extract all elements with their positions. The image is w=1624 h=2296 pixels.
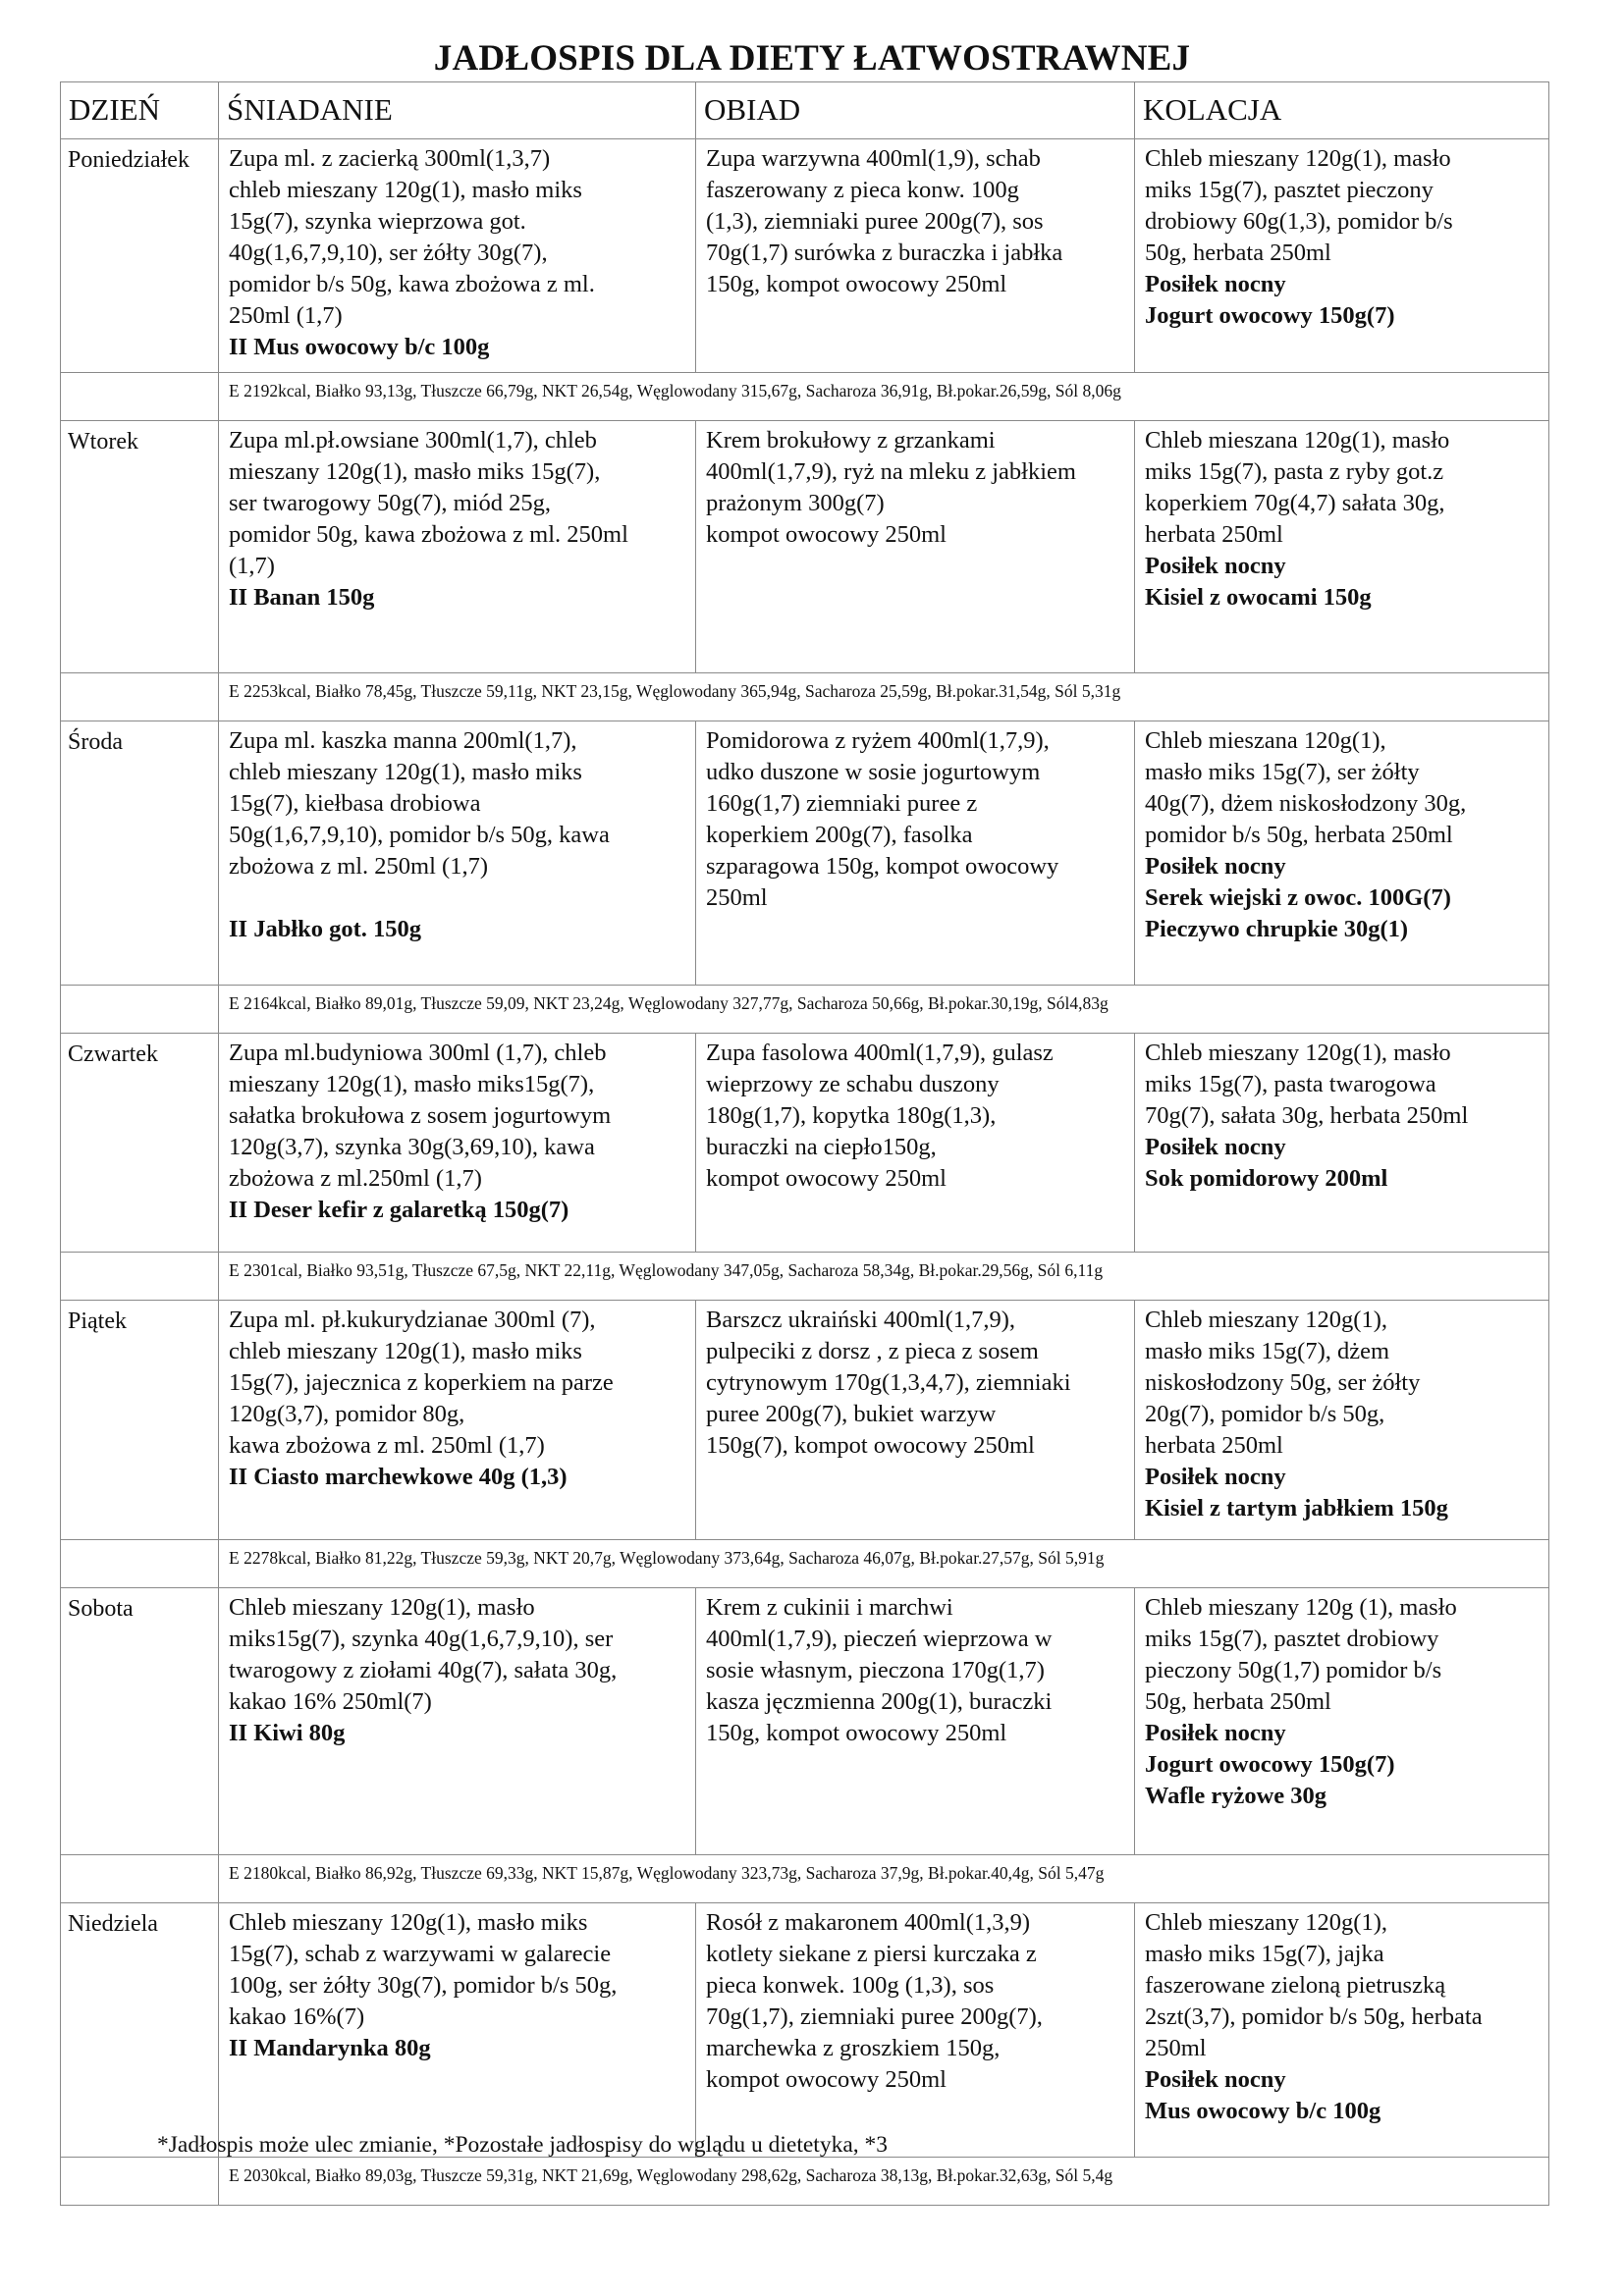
dinner-cell (1135, 421, 1549, 673)
meal-line: Chleb mieszany 120g(1), masło miks (229, 1909, 588, 1936)
meal-line: faszerowany z pieca konw. 100g (706, 177, 1019, 203)
nutrition-summary-row (61, 1540, 1549, 1588)
footer-note: *Jadłospis może ulec zmianie, *Pozostałe jadłospisy do wglądu u dietetyka, *3 (157, 2132, 889, 2158)
breakfast-cell (219, 1034, 696, 1253)
meal-line: masło miks 15g(7), dżem (1145, 1338, 1390, 1364)
breakfast-cell (219, 139, 696, 373)
nutrition-summary-row (61, 1253, 1549, 1301)
day-row (61, 721, 1549, 986)
header-row (61, 82, 1549, 139)
meal-highlight: II Deser kefir z galaretką 150g(7) (229, 1197, 569, 1223)
meal-line: Chleb mieszany 120g(1), (1145, 1307, 1387, 1333)
meal-highlight: II Ciasto marchewkowe 40g (1,3) (229, 1464, 568, 1490)
meal-line: prażonym 300g(7) (706, 490, 885, 516)
nutrition-summary: E 2301cal, Białko 93,51g, Tłuszcze 67,5g, NKT 22,11g, Węglowodany 347,05g, Sacharoza 58,34g, Bł.pokar.29,56g, Sól 6,11g (219, 1253, 1549, 1301)
meal-line: Zupa fasolowa 400ml(1,7,9), gulasz (706, 1040, 1054, 1066)
meal-highlight: Mus owocowy b/c 100g (1145, 2098, 1381, 2124)
meal-line: 250ml (1,7) (229, 302, 343, 329)
meal-highlight: Posiłek nocny (1145, 1134, 1286, 1160)
meal-highlight: Posiłek nocny (1145, 1720, 1286, 1746)
meal-line: faszerowane zieloną pietruszką (1145, 1972, 1446, 1999)
meal-line: zbożowa z ml. 250ml (1,7) (229, 853, 488, 880)
meal-line: 180g(1,7), kopytka 180g(1,3), (706, 1102, 997, 1129)
meal-line: Krem z cukinii i marchwi (706, 1594, 953, 1621)
meal-line: 40g(1,6,7,9,10), ser żółty 30g(7), (229, 240, 548, 266)
meal-line: 400ml(1,7,9), ryż na mleku z jabłkiem (706, 458, 1076, 485)
meal-line: chleb mieszany 120g(1), masło miks (229, 1338, 582, 1364)
meal-line: pieca konwek. 100g (1,3), sos (706, 1972, 995, 1999)
lunch-cell (696, 1588, 1135, 1855)
meal-line: herbata 250ml (1145, 1432, 1283, 1459)
dinner-cell (1135, 1301, 1549, 1540)
meal-line: mieszany 120g(1), masło miks15g(7), (229, 1071, 595, 1097)
meal-line: kawa zbożowa z ml. 250ml (1,7) (229, 1432, 545, 1459)
meal-line: marchewka z groszkiem 150g, (706, 2035, 1001, 2061)
meal-line: Chleb mieszana 120g(1), (1145, 727, 1386, 754)
meal-line: Pomidorowa z ryżem 400ml(1,7,9), (706, 727, 1050, 754)
breakfast-cell (219, 721, 696, 986)
meal-line: Chleb mieszany 120g(1), masło (229, 1594, 535, 1621)
meal-line: sałatka brokułowa z sosem jogurtowym (229, 1102, 612, 1129)
meal-line: pieczony 50g(1,7) pomidor b/s (1145, 1657, 1442, 1683)
meal-line: 120g(3,7), pomidor 80g, (229, 1401, 465, 1427)
meal-highlight: II Kiwi 80g (229, 1720, 346, 1746)
meal-line: 70g(1,7) surówka z buraczka i jabłka (706, 240, 1063, 266)
day-row (61, 421, 1549, 673)
meal-line: koperkiem 70g(4,7) sałata 30g, (1145, 490, 1445, 516)
meal-line: Zupa ml.pł.owsiane 300ml(1,7), chleb (229, 427, 597, 454)
meal-line: 15g(7), kiełbasa drobiowa (229, 790, 481, 817)
lunch-cell (696, 1301, 1135, 1540)
meal-line: Zupa ml. kaszka manna 200ml(1,7), (229, 727, 577, 754)
meal-line: Krem brokułowy z grzankami (706, 427, 996, 454)
nutrition-summary-row (61, 673, 1549, 721)
dinner-cell (1135, 139, 1549, 373)
menu-table (60, 81, 1549, 2206)
day-name: Niedziela (61, 1903, 219, 2158)
meal-highlight: Jogurt owocowy 150g(7) (1145, 1751, 1395, 1778)
meal-line: Chleb mieszany 120g(1), (1145, 1909, 1387, 1936)
meal-line: 400ml(1,7,9), pieczeń wieprzowa w (706, 1626, 1053, 1652)
meal-line: sosie własnym, pieczona 170g(1,7) (706, 1657, 1045, 1683)
header-breakfast: ŚNIADANIE (219, 82, 696, 139)
lunch-cell (696, 421, 1135, 673)
nutrition-summary: E 2253kcal, Białko 78,45g, Tłuszcze 59,11g, NKT 23,15g, Węglowodany 365,94g, Sacharoza 25,59g, Bł.pokar.31,54g, Sól 5,31g (219, 673, 1549, 721)
day-row (61, 1301, 1549, 1540)
header-day: DZIEŃ (61, 82, 219, 139)
meal-highlight: Wafle ryżowe 30g (1145, 1783, 1327, 1809)
meal-highlight: Serek wiejski z owoc. 100G(7) (1145, 884, 1451, 911)
lunch-cell (696, 1903, 1135, 2158)
lunch-cell (696, 1034, 1135, 1253)
meal-line: kasza jęczmienna 200g(1), buraczki (706, 1688, 1053, 1715)
meal-line: twarogowy z ziołami 40g(7), sałata 30g, (229, 1657, 618, 1683)
meal-line: kompot owocowy 250ml (706, 1165, 947, 1192)
meal-highlight: Kisiel z tartym jabłkiem 150g (1145, 1495, 1448, 1522)
meal-line: Rosół z makaronem 400ml(1,3,9) (706, 1909, 1031, 1936)
nutrition-summary: E 2164kcal, Białko 89,01g, Tłuszcze 59,09, NKT 23,24g, Węglowodany 327,77g, Sacharoza 50,66g, Bł.pokar.30,19g, Sól4,83g (219, 986, 1549, 1034)
summary-spacer (61, 1540, 219, 1588)
meal-highlight: II Jabłko got. 150g (229, 916, 422, 942)
meal-highlight: Posiłek nocny (1145, 271, 1286, 297)
meal-line: kompot owocowy 250ml (706, 2066, 947, 2093)
nutrition-summary: E 2192kcal, Białko 93,13g, Tłuszcze 66,79g, NKT 26,54g, Węglowodany 315,67g, Sacharoza 36,91g, Bł.pokar.26,59g, Sól 8,06g (219, 373, 1549, 421)
meal-line: miks 15g(7), pasztet pieczony (1145, 177, 1434, 203)
summary-spacer (61, 673, 219, 721)
meal-line: wieprzowy ze schabu duszony (706, 1071, 1000, 1097)
meal-line: (1,3), ziemniaki puree 200g(7), sos (706, 208, 1044, 235)
meal-line: 250ml (1145, 2035, 1207, 2061)
lunch-cell (696, 721, 1135, 986)
meal-line: koperkiem 200g(7), fasolka (706, 822, 973, 848)
meal-line: Chleb mieszany 120g(1), masło (1145, 1040, 1451, 1066)
summary-spacer (61, 986, 219, 1034)
day-name: Poniedziałek (61, 139, 219, 373)
meal-line: pomidor b/s 50g, kawa zbożowa z ml. (229, 271, 595, 297)
meal-line: mieszany 120g(1), masło miks 15g(7), (229, 458, 601, 485)
meal-line: 20g(7), pomidor b/s 50g, (1145, 1401, 1385, 1427)
nutrition-summary-row (61, 2158, 1549, 2206)
nutrition-summary-row (61, 986, 1549, 1034)
meal-line: 15g(7), szynka wieprzowa got. (229, 208, 526, 235)
meal-line: 250ml (706, 884, 768, 911)
meal-line: Zupa ml. z zacierką 300ml(1,3,7) (229, 145, 551, 172)
meal-line: 50g(1,6,7,9,10), pomidor b/s 50g, kawa (229, 822, 610, 848)
meal-line: drobiowy 60g(1,3), pomidor b/s (1145, 208, 1453, 235)
meal-highlight: II Mandarynka 80g (229, 2035, 431, 2061)
nutrition-summary: E 2030kcal, Białko 89,03g, Tłuszcze 59,31g, NKT 21,69g, Węglowodany 298,62g, Sacharoza 38,13g, Bł.pokar.32,63g, Sól 5,4g (219, 2158, 1549, 2206)
meal-line: Barszcz ukraiński 400ml(1,7,9), (706, 1307, 1016, 1333)
meal-line: 2szt(3,7), pomidor b/s 50g, herbata (1145, 2003, 1483, 2030)
meal-line: 40g(7), dżem niskosłodzony 30g, (1145, 790, 1467, 817)
meal-line: chleb mieszany 120g(1), masło miks (229, 759, 582, 785)
meal-highlight: Posiłek nocny (1145, 853, 1286, 880)
meal-line: 150g(7), kompot owocowy 250ml (706, 1432, 1035, 1459)
meal-line: pomidor b/s 50g, herbata 250ml (1145, 822, 1453, 848)
meal-line: kakao 16% 250ml(7) (229, 1688, 432, 1715)
breakfast-cell (219, 1588, 696, 1855)
meal-line: 150g, kompot owocowy 250ml (706, 271, 1007, 297)
meal-line: pomidor 50g, kawa zbożowa z ml. 250ml (229, 521, 628, 548)
meal-line: ser twarogowy 50g(7), miód 25g, (229, 490, 551, 516)
meal-line: 15g(7), jajecznica z koperkiem na parze (229, 1369, 614, 1396)
meal-line: pulpeciki z dorsz , z pieca z sosem (706, 1338, 1039, 1364)
nutrition-summary-row (61, 1855, 1549, 1903)
meal-line: 15g(7), schab z warzywami w galarecie (229, 1941, 612, 1967)
meal-line: Chleb mieszana 120g(1), masło (1145, 427, 1450, 454)
day-row (61, 1588, 1549, 1855)
meal-highlight: Posiłek nocny (1145, 2066, 1286, 2093)
meal-line: 120g(3,7), szynka 30g(3,69,10), kawa (229, 1134, 595, 1160)
meal-line: miks 15g(7), pasta z ryby got.z (1145, 458, 1444, 485)
day-row (61, 1903, 1549, 2158)
day-name: Środa (61, 721, 219, 986)
nutrition-summary: E 2278kcal, Białko 81,22g, Tłuszcze 59,3g, NKT 20,7g, Węglowodany 373,64g, Sacharoza 46,07g, Bł.pokar.27,57g, Sól 5,91g (219, 1540, 1549, 1588)
meal-line: kompot owocowy 250ml (706, 521, 947, 548)
meal-line: puree 200g(7), bukiet warzyw (706, 1401, 997, 1427)
meal-line: Chleb mieszany 120g(1), masło (1145, 145, 1451, 172)
header-dinner: KOLACJA (1135, 82, 1549, 139)
meal-highlight: Sok pomidorowy 200ml (1145, 1165, 1388, 1192)
menu-body (61, 139, 1549, 2206)
meal-line: zbożowa z ml.250ml (1,7) (229, 1165, 482, 1192)
breakfast-cell (219, 1903, 696, 2158)
header-lunch: OBIAD (696, 82, 1135, 139)
day-name: Wtorek (61, 421, 219, 673)
meal-line: Zupa ml.budyniowa 300ml (1,7), chleb (229, 1040, 607, 1066)
meal-highlight: II Mus owocowy b/c 100g (229, 334, 490, 360)
meal-line: masło miks 15g(7), jajka (1145, 1941, 1384, 1967)
day-name: Sobota (61, 1588, 219, 1855)
day-row (61, 139, 1549, 373)
meal-line: herbata 250ml (1145, 521, 1283, 548)
day-row (61, 1034, 1549, 1253)
nutrition-summary: E 2180kcal, Białko 86,92g, Tłuszcze 69,33g, NKT 15,87g, Węglowodany 323,73g, Sacharoza 37,9g, Bł.pokar.40,4g, Sól 5,47g (219, 1855, 1549, 1903)
summary-spacer (61, 373, 219, 421)
meal-highlight: Posiłek nocny (1145, 1464, 1286, 1490)
meal-line: szparagowa 150g, kompot owocowy (706, 853, 1059, 880)
meal-line: 70g(7), sałata 30g, herbata 250ml (1145, 1102, 1469, 1129)
meal-line: Zupa warzywna 400ml(1,9), schab (706, 145, 1041, 172)
dinner-cell (1135, 721, 1549, 986)
breakfast-cell (219, 1301, 696, 1540)
dinner-cell (1135, 1588, 1549, 1855)
meal-highlight: Kisiel z owocami 150g (1145, 584, 1372, 611)
dinner-cell (1135, 1034, 1549, 1253)
meal-line: chleb mieszany 120g(1), masło miks (229, 177, 582, 203)
meal-line: 150g, kompot owocowy 250ml (706, 1720, 1007, 1746)
meal-line: kotlety siekane z piersi kurczaka z (706, 1941, 1037, 1967)
day-name: Czwartek (61, 1034, 219, 1253)
day-name: Piątek (61, 1301, 219, 1540)
meal-line: cytrynowym 170g(1,3,4,7), ziemniaki (706, 1369, 1071, 1396)
meal-highlight: Pieczywo chrupkie 30g(1) (1145, 916, 1409, 942)
meal-line: 100g, ser żółty 30g(7), pomidor b/s 50g, (229, 1972, 618, 1999)
dinner-cell (1135, 1903, 1549, 2158)
summary-spacer (61, 2158, 219, 2206)
meal-line: Zupa ml. pł.kukurydzianae 300ml (7), (229, 1307, 596, 1333)
lunch-cell (696, 139, 1135, 373)
meal-line: 50g, herbata 250ml (1145, 240, 1331, 266)
meal-highlight: II Banan 150g (229, 584, 375, 611)
meal-line: (1,7) (229, 553, 275, 579)
meal-line: buraczki na ciepło150g, (706, 1134, 937, 1160)
page-title: JADŁOSPIS DLA DIETY ŁATWOSTRAWNEJ (433, 38, 1191, 79)
meal-highlight: Jogurt owocowy 150g(7) (1145, 302, 1395, 329)
meal-line: udko duszone w sosie jogurtowym (706, 759, 1041, 785)
meal-line: miks15g(7), szynka 40g(1,6,7,9,10), ser (229, 1626, 614, 1652)
summary-spacer (61, 1855, 219, 1903)
meal-line: Chleb mieszany 120g (1), masło (1145, 1594, 1457, 1621)
meal-line: kakao 16%(7) (229, 2003, 365, 2030)
nutrition-summary-row (61, 373, 1549, 421)
meal-line: miks 15g(7), pasta twarogowa (1145, 1071, 1436, 1097)
summary-spacer (61, 1253, 219, 1301)
meal-line: masło miks 15g(7), ser żółty (1145, 759, 1420, 785)
meal-line: miks 15g(7), pasztet drobiowy (1145, 1626, 1439, 1652)
meal-line: 50g, herbata 250ml (1145, 1688, 1331, 1715)
meal-line: 160g(1,7) ziemniaki puree z (706, 790, 978, 817)
meal-line (229, 882, 689, 914)
breakfast-cell (219, 421, 696, 673)
meal-highlight: Posiłek nocny (1145, 553, 1286, 579)
meal-line: 70g(1,7), ziemniaki puree 200g(7), (706, 2003, 1043, 2030)
meal-line: niskosłodzony 50g, ser żółty (1145, 1369, 1421, 1396)
